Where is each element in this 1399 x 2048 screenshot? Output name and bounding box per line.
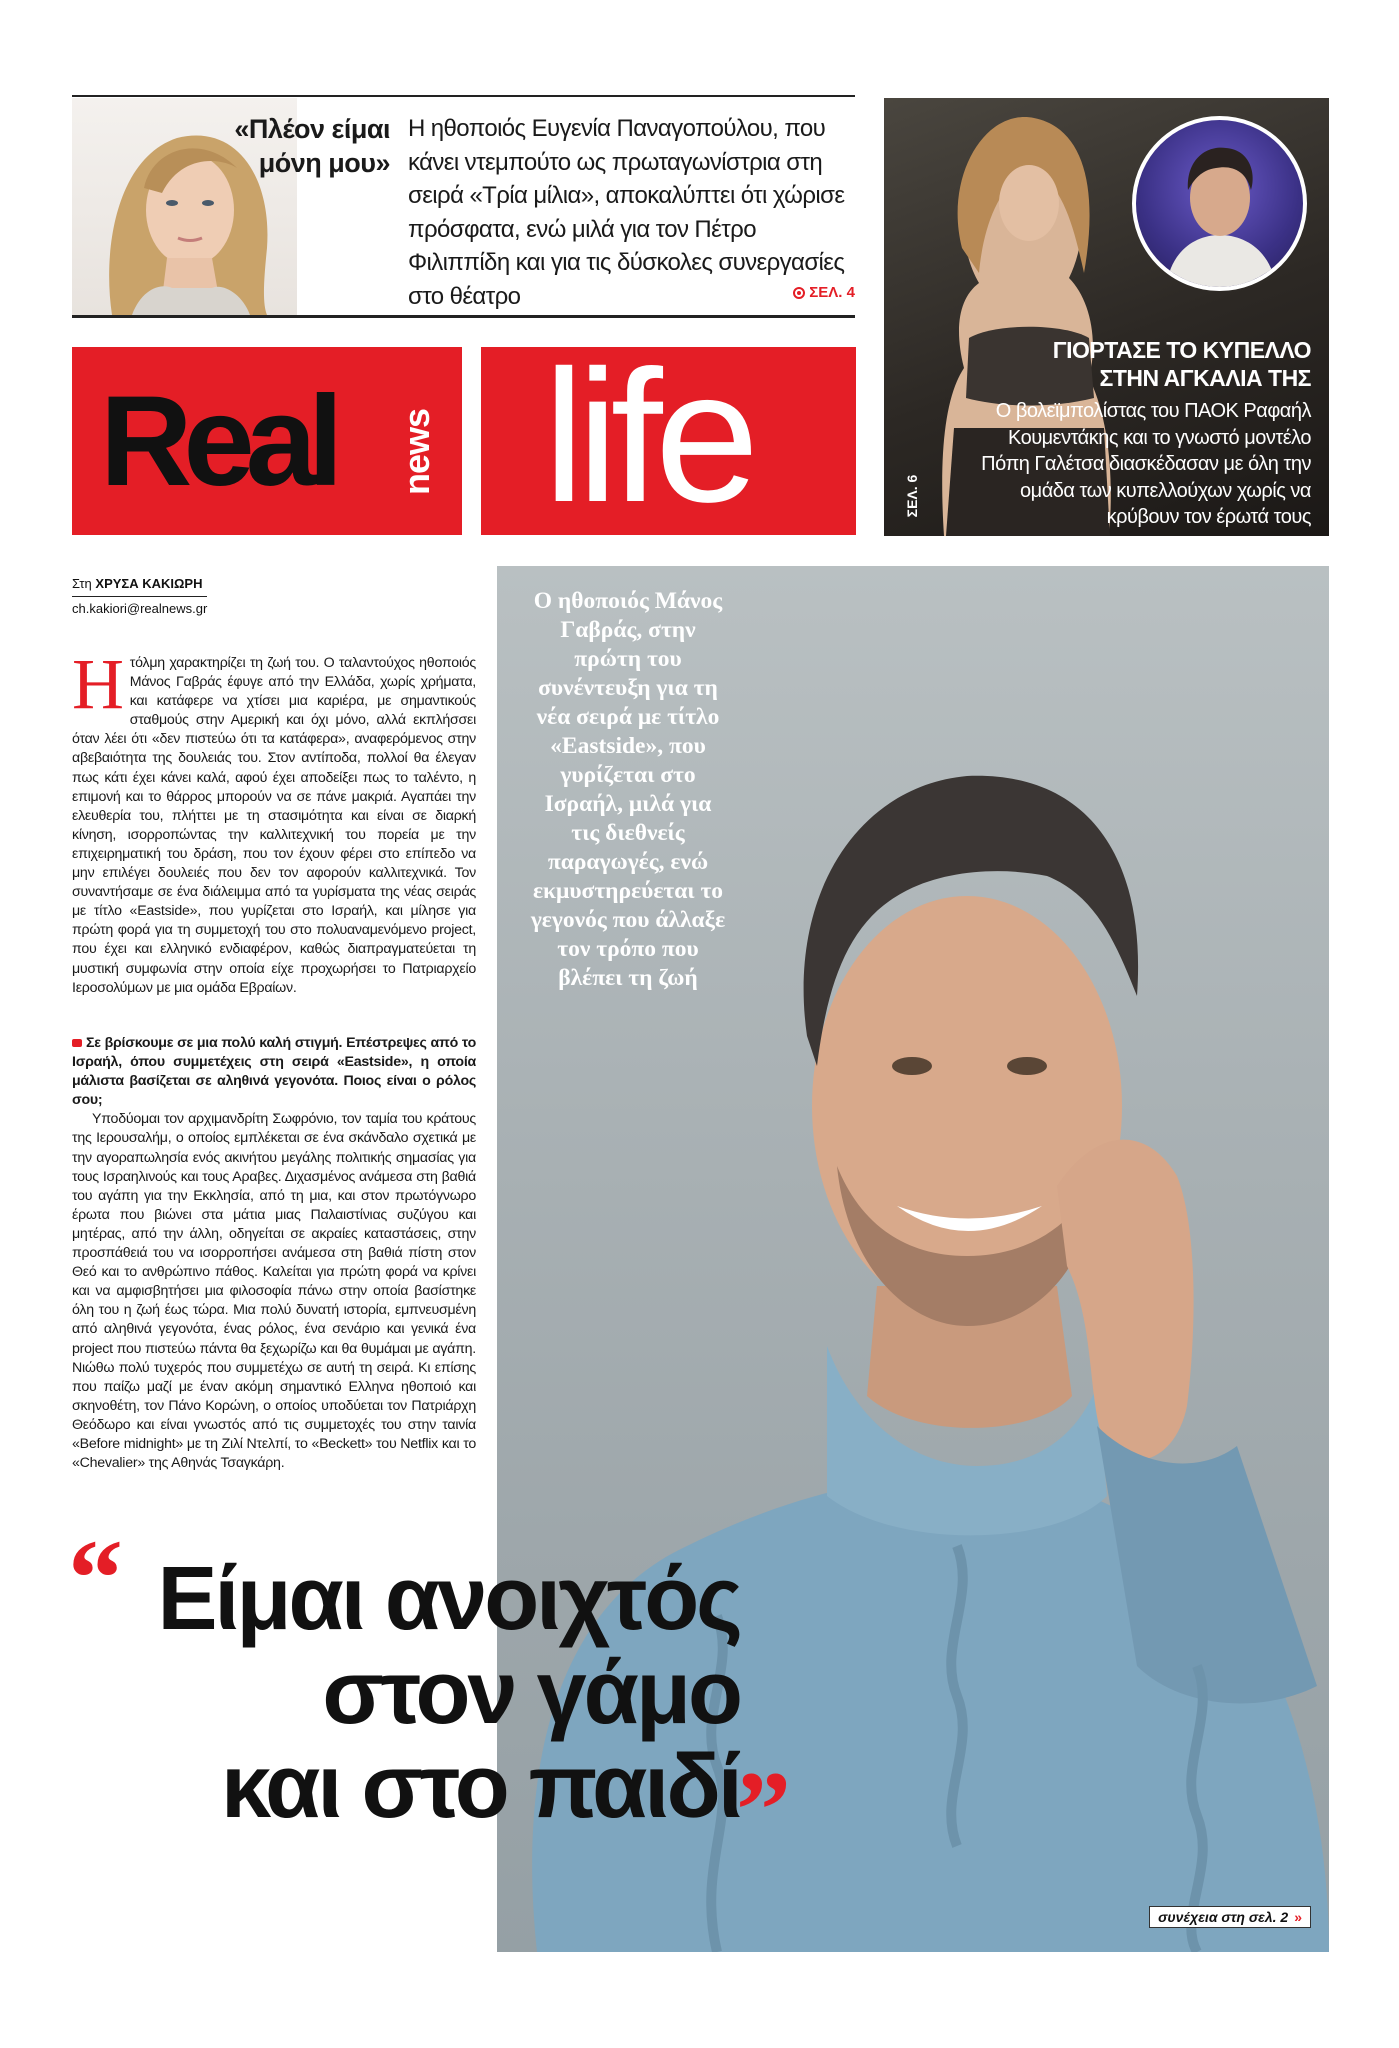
logo-life-text: life [543, 331, 752, 541]
chevron-right-icon: » [1294, 1909, 1302, 1925]
top-rule [72, 95, 855, 97]
open-quote-mark: “ [68, 1517, 123, 1639]
teaser-quote: «Πλέον είμαι μόνη μου» [234, 114, 390, 178]
byline-email[interactable]: ch.kakiori@realnews.gr [72, 601, 208, 616]
drop-cap: Η [72, 644, 124, 724]
side-teaser[interactable] [884, 98, 1329, 536]
byline-prefix: Στη [72, 576, 92, 591]
teaser-text: Η ηθοποιός Ευγενία Παναγοπούλου, που κάνει ντεμπούτο ως πρωταγωνίστρια στη σειρά «Τρία μίλια», αποκαλύπτει ότι χώρισε πρόσφατα, ενώ μιλά για τον Πέτρο Φιλιππίδη και για τις δύσκολες συνεργασίες στο θέατρο [408, 115, 845, 310]
teaser-page-link[interactable] [793, 284, 855, 301]
continued-text: συνέχεια στη σελ. 2 [1158, 1909, 1289, 1925]
byline-author-line [72, 574, 207, 594]
headline [80, 1549, 740, 1837]
logo-real-text: Real [100, 370, 335, 513]
article-intro-text: τόλμη χαρακτηρίζει τη ζωή του. Ο ταλαντούχος ηθοποιός Μάνος Γαβράς έφυγε από την Ελλάδα, χωρίς χρήματα, και κατάφερε να χτίσει μια καριέρα, με σημαντικούς σταθμούς στην Αμερική και όχι μόνο, αλλά εκπλήσσει όταν λέει ότι «δεν πιστεύω ότι τα κατάφερα», αναφερόμενος στην αβεβαιότητα της δουλειάς του. Στον αντίποδα, πολλοί θα έλεγαν πως κάτι έχει κάνει καλά, αφού έχει αποδείξει πως το ταλέντο, η επιμονή και το θάρρος μπορούν να σε πάνε μακριά. Αγαπάει την ελευθερία του, πλήττει με τη στασιμότητα και είναι σε διαρκή κίνηση, ισορροπώντας την καλλιτεχνική του πορεία με την επιχειρηματική του δράση, που τον έχουν φέρει στο επίπεδο να μην επιλέγει δουλειές που δεν τον αφορούν καλλιτεχνικά. Τον συναντήσαμε σε ένα διάλειμμα από τα γυρίσματα της νέας σειράς με τίτλο «Eastside», που γυρίζεται στο Ισραήλ, και μίλησε για πρώτη φορά για τη συμμετοχή του στο πολυαναμενόμενο project, που έχει και ελληνικό ενδιαφέρον, καθώς διαπραγματεύεται τη μυστική συμφωνία στην οποία είχε προχωρήσει το Πατριαρχείο Ιεροσολύμων με μια ομάδα Εβραίων. [72, 655, 476, 996]
side-teaser-page-ref: ΣΕΛ. 6 [904, 474, 920, 518]
side-teaser-inset-photo [1132, 116, 1307, 291]
byline [72, 574, 207, 619]
byline-author: ΧΡΥΣΑ ΚΑΚΙΩΡΗ [95, 576, 203, 591]
side-teaser-text: Ο βολεϊμπολίστας του ΠΑΟΚ Ραφαήλ Κουμεντάκης και το γνωστό μοντέλο Πόπη Γαλέτσα διασκέδασαν με όλη την ομάδα των κυπελλούχων χωρίς να κρύβουν τον έρωτά τους [981, 400, 1311, 528]
teaser-page-ref: ΣΕΛ. 4 [809, 284, 855, 301]
target-icon [793, 287, 805, 299]
side-teaser-page-link[interactable] [902, 466, 922, 526]
article-answer: Υποδύομαι τον αρχιμανδρίτη Σωφρόνιο, τον ταμία του κράτους της Ιερουσαλήμ, ο οποίος εμπλέκεται σε ένα σκάνδαλο σχετικά με την αγοραπωλησία ενός ακινήτου μεγάλης πολιτικής σημασίας για τους Ισραηλινούς και τους Αραβες. Διχασμένος ανάμεσα στη βαθιά του αγάπη για την Εκκλησία, από τη μια, και στον πρωτόγνωρο έρωτα που βιώνει στα μάτια μιας Παλαιστίνιας συζύγου και μητέρας, από την άλλη, οδηγείται σε ακραίες καταστάσεις, στην προσπάθειά του να ισορροπήσει ανάμεσα στη βαθιά πίστη στον Θεό και το ανθρώπινο πάθος. Καλείται για πρώτη φορά να κρίνει και να αμφισβητήσει μια φιλοσοφία πάνω στην οποία βασίστηκε όλη του η ζωή έως τώρα. Μια πολύ δυνατή ιστορία, εμπνευσμένη από αληθινά γεγονότα, ένας ρόλος, ένα σενάριο και γενικά ένα project που πιστεύω πάντα θα ξεχωρίζω και θα θυμάμαι με αγάπη. Νιώθω πολύ τυχερός που συμμετέχω σε αυτή τη σειρά. Κι επίσης που παίζω μαζί με έναν ακόμη σημαντικό Ελληνα ηθοποιό και σκηνοθέτη, τον Πάνο Κορώνη, ο οποίος υποδύεται τον Πατριάρχη Θεόδωρο και είναι γνωστός από τις συμμετοχές του στην ταινία «Before midnight» με τη Ζιλί Ντελπί, το «Beckett» του Netflix και το «Chevalier» της Αθηνάς Τσαγκάρη. [72, 1111, 476, 1472]
article-question [72, 1034, 476, 1110]
logo-life-block [481, 331, 856, 541]
photo-caption: Ο ηθοποιός Μάνος Γαβράς, στην πρώτη του συνέντευξη για τη νέα σειρά με τίτλο «Eastside», που γυρίζεται στο Ισραήλ, μιλά για τις διεθνείς παραγωγές, ενώ εκμυστηρεύεται το γεγονός που άλλαξε τον τρόπο που βλέπει τη ζωή [530, 588, 726, 991]
byline-rule [72, 596, 207, 597]
logo-real-block [72, 347, 462, 535]
side-teaser-title [1053, 336, 1311, 392]
side-teaser-title-line1: ΓΙΟΡΤΑΣΕ ΤΟ ΚΥΠΕΛΛΟ [1052, 337, 1311, 363]
logo-news [394, 387, 444, 517]
article-qa [72, 1034, 476, 1473]
article-question-text: Σε βρίσκουμε σε μια πολύ καλή στιγμή. Επέστρεψες από το Ισραήλ, όπου συμμετέχεις στη σειρά «Eastside», η οποία μάλιστα βασίζεται σε αληθινά γεγονότα. Ποιος είναι ο ρόλος σου; [72, 1035, 476, 1109]
question-marker-icon [72, 1039, 82, 1047]
article-intro [72, 644, 476, 998]
close-quote-mark: ” [736, 1749, 791, 1871]
section-rule [72, 315, 855, 318]
headline-line3: και στο παιδί [220, 1737, 740, 1837]
logo-news-text: news [396, 408, 437, 496]
headline-line2: στον γάμο [322, 1643, 740, 1743]
continued-link[interactable] [1149, 1906, 1311, 1928]
headline-line1: Είμαι ανοιχτός [157, 1549, 740, 1649]
side-teaser-title-line2: ΣΤΗΝ ΑΓΚΑΛΙΑ ΤΗΣ [1099, 365, 1311, 391]
